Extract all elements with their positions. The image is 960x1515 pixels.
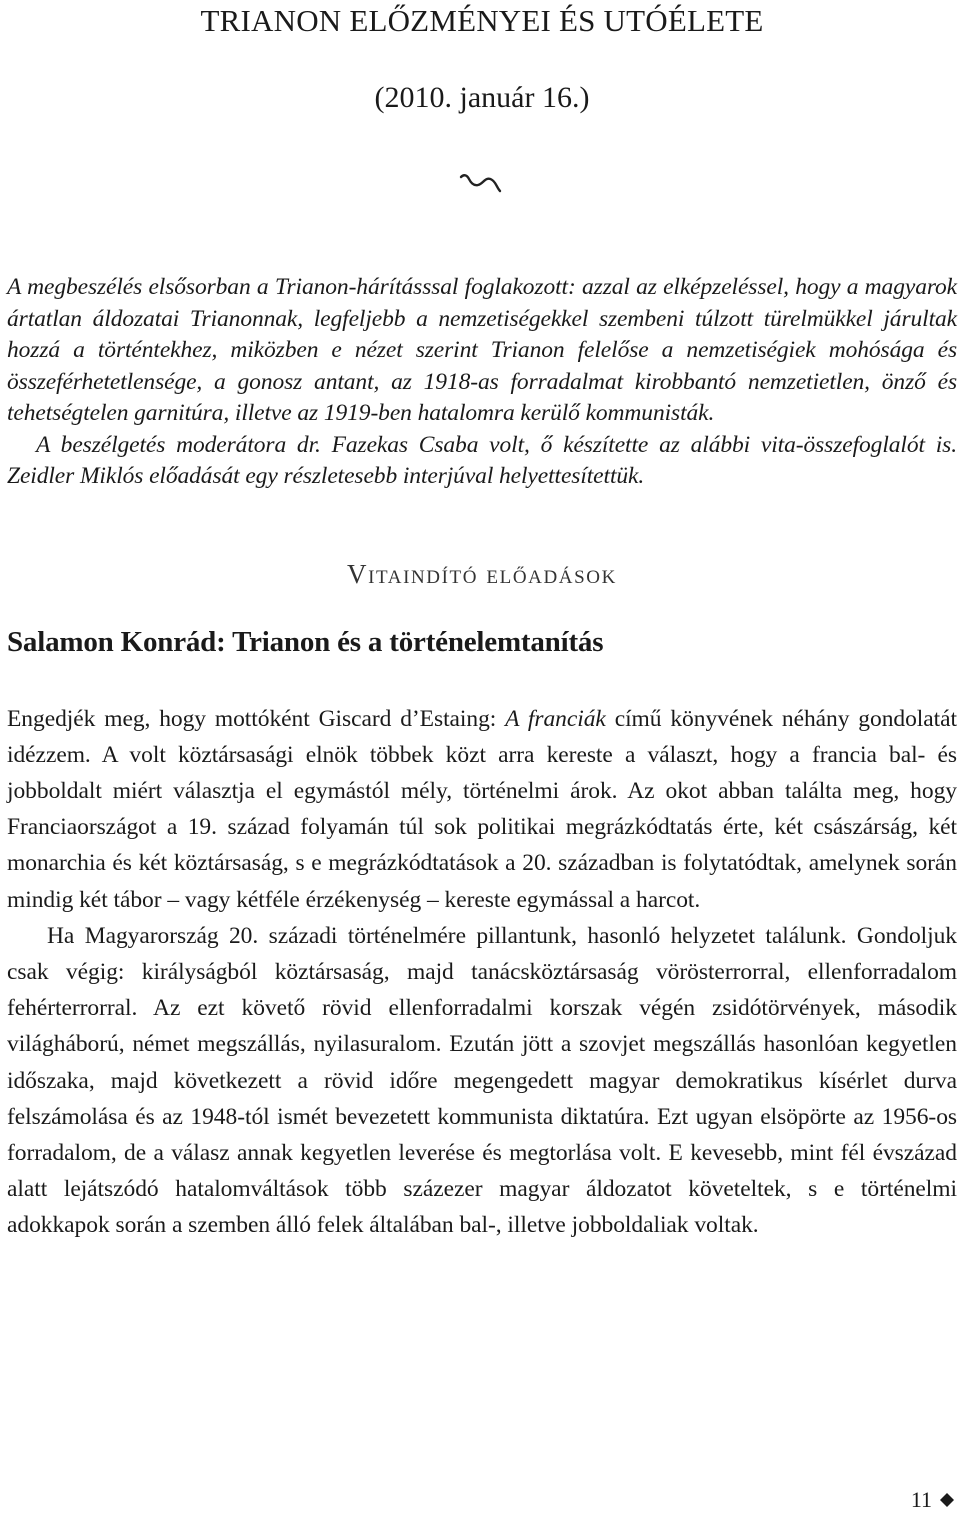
book-title: A franciák bbox=[505, 705, 606, 732]
body-paragraph bbox=[7, 701, 957, 918]
book-page bbox=[7, 0, 957, 1244]
body-text: Engedjék meg, hogy mottóként Giscard d’Estaing: bbox=[7, 705, 506, 732]
diamond-icon bbox=[940, 1493, 954, 1507]
intro-summary bbox=[7, 272, 957, 493]
chapter-date: (2010. január 16.) bbox=[374, 81, 590, 114]
intro-paragraph: A beszélgetés moderátora dr. Fazekas Csaba volt, ő készítette az alábbi vita-összefoglalót is. Zeidler Miklós előadását egy részletesebb interjúval helyettesítettük. bbox=[7, 431, 957, 489]
talk-heading: Salamon Konrád: Trianon és a történelemtanítás bbox=[7, 625, 604, 658]
body-text: című könyvének néhány gondolatát idézzem. A volt köztársasági elnök többek közt arra kereste a választ, hogy a francia bal- és jobboldalt miért választja el egymástól mély, történelmi árok. Az okot abban találta meg, hogy Franciaországot a 19. század folyamán túl sok politikai megrázkódtatás érte, két császárság, két monarchia és két köztársaság, s e megrázkódtatások a 20. században is folytatódtak, amelynek során mindig két tábor – vagy kétféle érzékenység – kereste egymással a harcot. bbox=[7, 705, 958, 913]
page-footer bbox=[911, 1485, 954, 1515]
body-paragraph: Ha Magyarország 20. századi történelmére pillantunk, hasonló helyzetet találunk. Gondoljuk csak végig: királyságból köztársaság, majd tanácsköztársaság vörösterrorral, ellenforradalom fehérterrorral. Az ezt követő rövid ellenforradalmi korszak végén zsidótörvények, második világháború, német megszállás, nyilasuralom. Ezután jött a szovjet megszállás hasonlóan kegyetlen időszaka, majd következett a rövid időre megengedett magyar demokratikus kísérlet durva felszámolása és az 1948-tól ismét bevezetett kommunista diktatúra. Ezt ugyan elsöpörte az 1956-os forradalom, de a válasz annak kegyetlen leverése és megtorlása volt. E kevesebb, mint fél évszázad alatt lejátszódó hatalomváltások több százezer magyar áldozatot követeltek, s e történelmi adokkapok során a szemben álló felek általában bal-, illetve jobboldaliak voltak. bbox=[7, 922, 957, 1239]
section-heading: Vitaindító előadások bbox=[347, 558, 617, 589]
page-number: 11 bbox=[910, 1487, 932, 1512]
intro-paragraph: A megbeszélés elsősorban a Trianon-hárításssal foglakozott: azzal az elképzeléssel, hogy a magyarok ártatlan áldozatai Trianonnak, legfeljebb a nemzetiségekkel szembeni túlzott türelmükkel járultak hozzá a történtekhez, miközben e nézet szerint Trianon felelőse a nemzetiségiek mohósága és összeférhetetlensége, a gonosz antant, az 1918-as forradalmat kirobbantó nemzetietlen, önző és tehetségtelen garnitúra, illetve az 1919-ben hatalomra kerülő kommunisták. bbox=[7, 274, 957, 426]
talk-body bbox=[7, 701, 957, 1244]
chapter-title: TRIANON ELŐZMÉNYEI ÉS UTÓÉLETE bbox=[200, 3, 764, 38]
swash-ornament-icon bbox=[7, 120, 957, 202]
